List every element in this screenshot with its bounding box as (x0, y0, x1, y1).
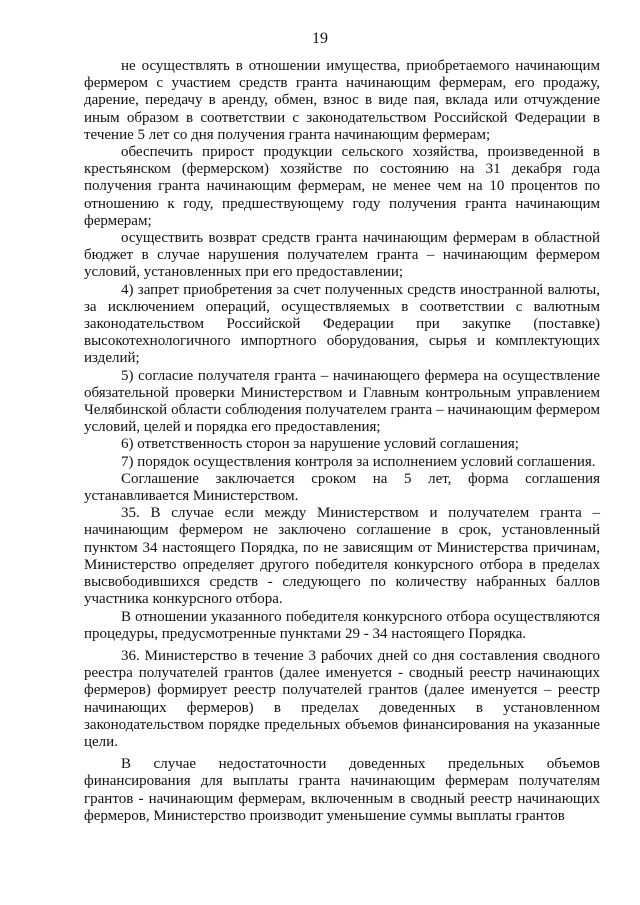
paragraph: обеспечить прирост продукции сельского хозяйства, произведенной в крестьянском (фермерском) хозяйстве по состоянию на 31 декабря года получения гранта начинающим фермерам, не менее чем на 10 процентов по отношению к году, предшествующему году получения гранта начинающим фермерам; (84, 144, 600, 229)
paragraph: осуществить возврат средств гранта начинающим фермерам в областной бюджет в случае нарушения получателем гранта – начинающим фермером условий, установленных при его предоставлении; (84, 230, 600, 281)
paragraph: 6) ответственность сторон за нарушение условий соглашения; (121, 436, 519, 453)
paragraph: 5) согласие получателя гранта – начинающего фермера на осуществление обязательной проверки Министерством и Главным контрольным управлением Челябинской области соблюдения получателем гранта – начинающим фермером условий, целей и порядка его предоставления; (84, 367, 600, 436)
paragraph: не осуществлять в отношении имущества, приобретаемого начинающим фермером с участием средств гранта начинающим фермерам, его продажу, дарение, передачу в аренду, обмен, взнос в виде пая, вклада или отчуждение иным образом в соответствии с законодательством Российской Федерации в течение 5 лет со дня получения гранта начинающим фермерам; (84, 58, 600, 143)
paragraph: В отношении указанного победителя конкурсного отбора осуществляются процедуры, предусмотренные пунктами 29 - 34 настоящего Порядка. (84, 608, 600, 642)
paragraph: 36. Министерство в течение 3 рабочих дней со дня составления сводного реестра получателей грантов (далее именуется - сводный реестр начинающих фермеров) формирует реестр получателей грантов (далее именуется – реестр начинающих фермеров) в пределах доведенных в установленном законодательством порядке предельных объемов финансирования на указанные цели. (84, 647, 600, 750)
paragraph: 7) порядок осуществления контроля за исполнением условий соглашения. (121, 453, 596, 470)
document-body (84, 58, 600, 825)
paragraph: В случае недостаточности доведенных предельных объемов финансирования для выплаты гранта начинающим фермерам получателям грантов - начинающим фермерам, включенным в сводный реестр начинающих фермеров, Министерство производит уменьшение суммы выплаты грантов (84, 756, 600, 824)
paragraph: 35. В случае если между Министерством и получателем гранта – начинающим фермером не заключено соглашение в срок, установленный пунктом 34 настоящего Порядка, по не зависящим от Министерства причинам, Министерство определяет другого победителя конкурсного отбора в пределах высвободившихся средств - следующего по количеству набранных баллов участника конкурсного отбора. (84, 505, 600, 608)
paragraph: Соглашение заключается сроком на 5 лет, форма соглашения устанавливается Министерством. (84, 470, 600, 505)
page-number: 19 (312, 30, 328, 47)
paragraph: 4) запрет приобретения за счет полученных средств иностранной валюты, за исключением операций, осуществляемых в соответствии с валютным законодательством Российской Федерации при закупке (поставке) высокотехнологичного импортного оборудования, сырья и комплектующих изделий; (84, 281, 600, 367)
